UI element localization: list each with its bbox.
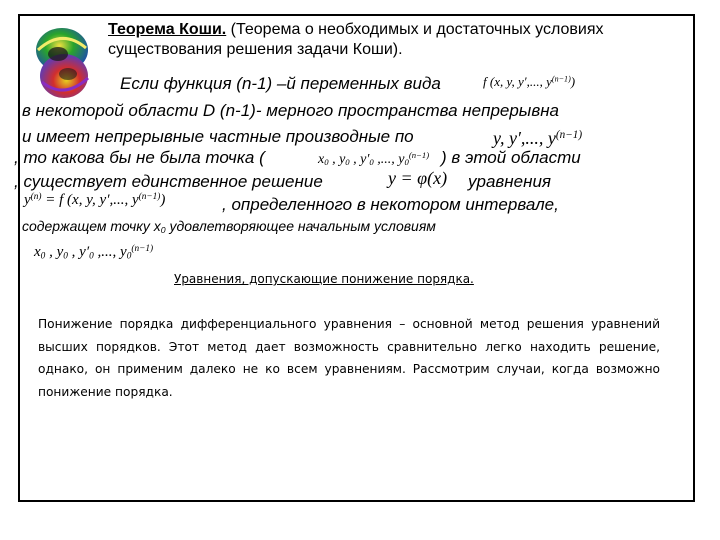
theorem-line-9: содержащем точку $x_0$ удовлетворяющее начальным условиям <box>22 218 436 236</box>
theorem-subtitle: существования решения задачи Коши). <box>108 41 403 58</box>
theorem-line-5: и имеет непрерывные частные производные по <box>22 127 414 146</box>
formula-equation: $y^{(n)} = f$ (x, y, y′,..., $y^{(n-1)}$) <box>24 192 166 209</box>
formula-partials: y, y′,..., $y^{(n-1)}$ <box>493 128 583 148</box>
theorem-line-4: в некоторой области D (n-1)- мерного пространства непрерывна <box>22 101 560 120</box>
surface-logo-icon <box>28 20 96 104</box>
theorem-line-8: , определенного в некотором интервале, <box>222 195 559 214</box>
theorem-line-7a: , существует единственное решение <box>14 172 323 191</box>
formula-initial-conditions: $x_0$ , $y_0$ , $y'_0$ ,..., $y_0^{(n-1)}$ <box>34 244 154 262</box>
theorem-title-rest: (Теорема о необходимых и достаточных условиях <box>226 21 604 38</box>
formula-point: $x_0$ , $y_0$ , $y'_0$ ,..., $y_0^{(n-1)}$ <box>318 150 430 167</box>
theorem-line-6a: , то какова бы не была точка ( <box>14 148 265 167</box>
theorem-line-6b: ) в этой области <box>441 148 581 167</box>
section-heading: Уравнения, допускающие понижение порядка. <box>174 272 474 286</box>
theorem-line-7b: уравнения <box>468 172 551 191</box>
theorem-title-line <box>108 21 603 39</box>
formula-solution: y = φ(x) <box>388 168 448 188</box>
section-paragraph: Понижение порядка дифференциального уравнения – основной метод решения уравнений высших порядков. Этот метод дает возможность сравнительно легко находить решение, однако, он применим далеко не ко всем уравнениям. Рассмотрим случаи, когда возможно понижение порядка. <box>38 317 660 399</box>
formula-f-func: f (x, y, y′,..., $y^{(n-1)}$) <box>483 74 576 89</box>
theorem-line-3: Если функция (n-1) –й переменных вида <box>120 74 441 93</box>
theorem-title: Теорема Коши. <box>108 21 227 38</box>
